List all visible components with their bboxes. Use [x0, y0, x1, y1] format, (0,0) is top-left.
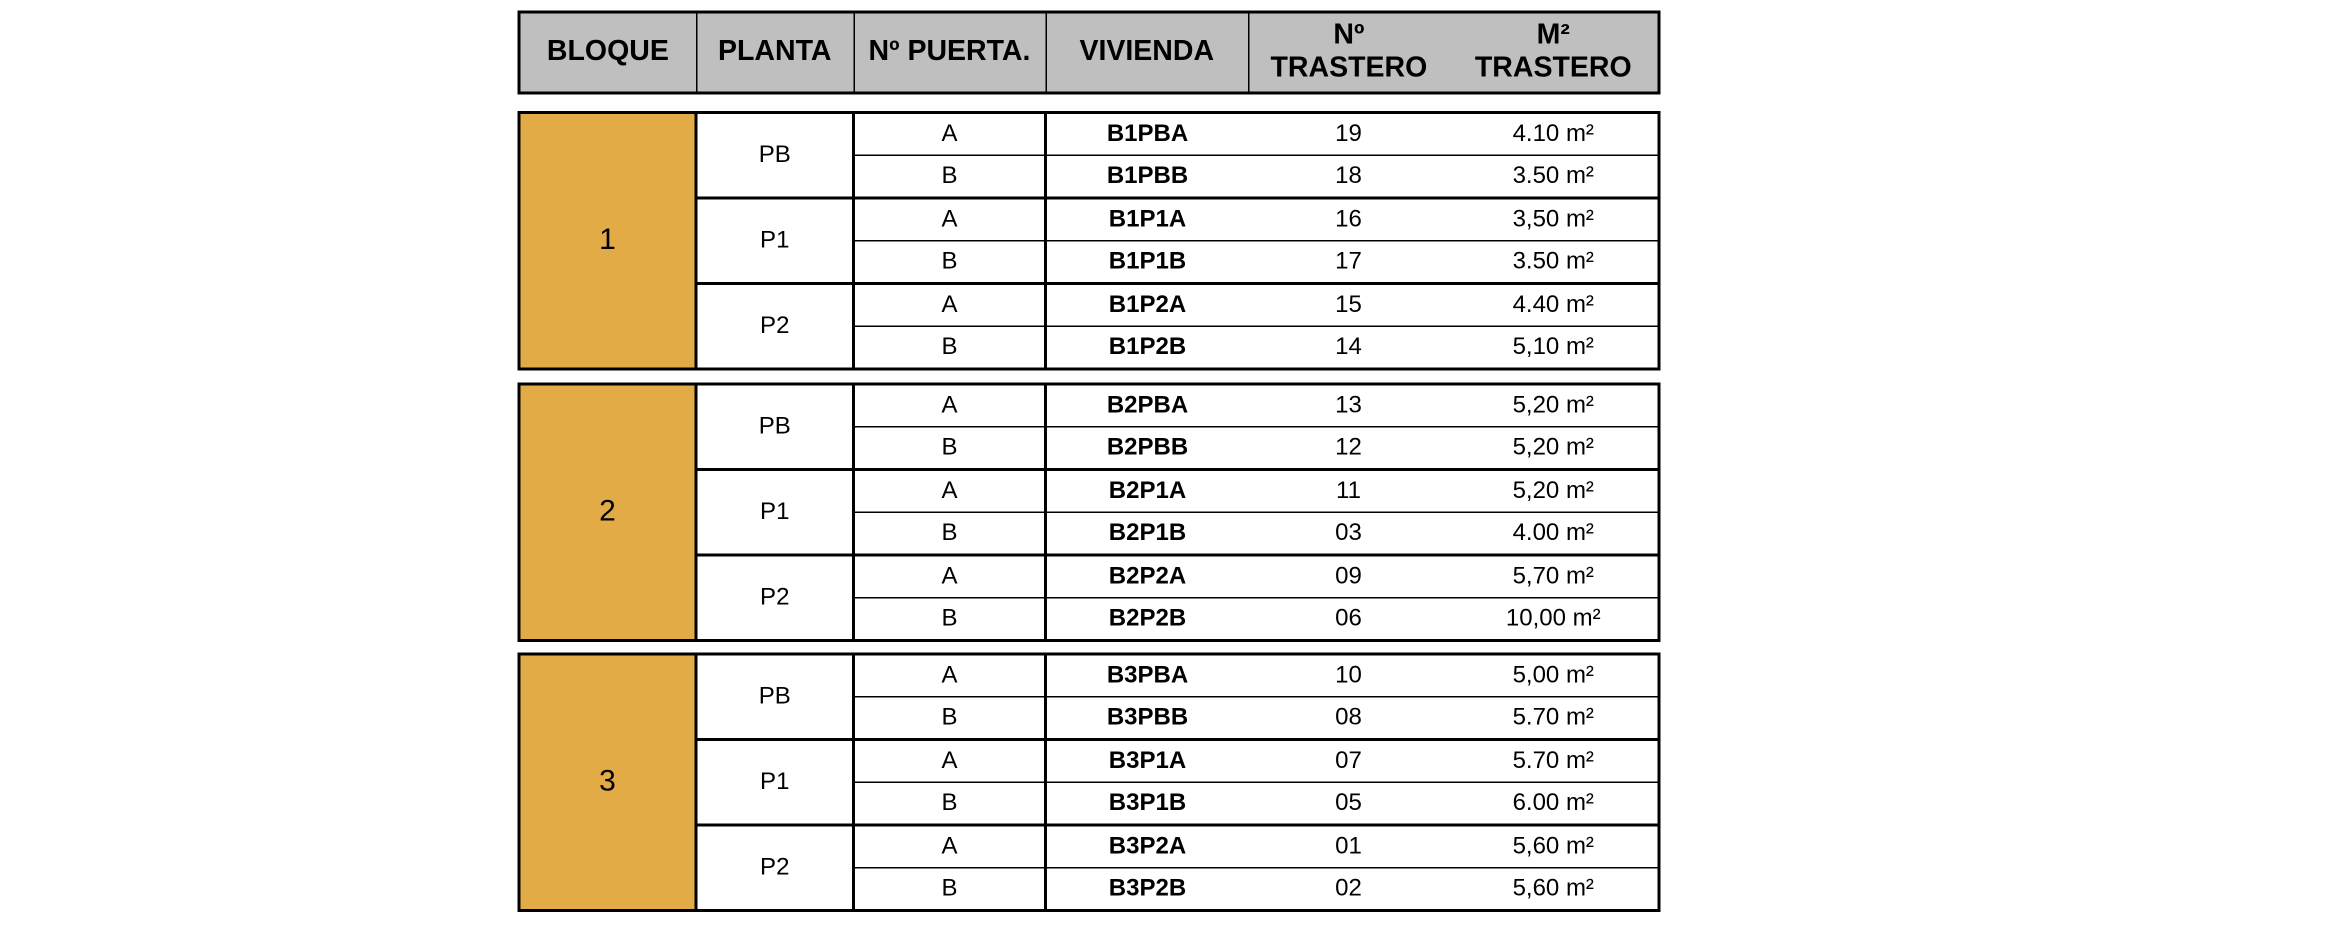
bloque-cell: 1	[519, 113, 696, 370]
planta-cell: P1	[696, 740, 854, 826]
trastero-number-cell: 18	[1248, 155, 1449, 198]
puerta-cell: A	[854, 284, 1046, 327]
trastero-area-cell: 5,60 m²	[1512, 875, 1594, 901]
vivienda-cell: B3PBB	[1046, 697, 1249, 740]
planta-cell: P2	[696, 555, 854, 641]
table-row	[519, 384, 1659, 427]
vivienda-cell: B2P2B	[1108, 605, 1187, 631]
puerta-cell: A	[854, 113, 1046, 156]
trastero-number-cell: 10	[1248, 654, 1449, 697]
trastero-area-cell: 5,00 m²	[1449, 654, 1659, 697]
planta-cell: P2	[696, 284, 854, 370]
vivienda-cell: B2P2A	[1046, 555, 1249, 598]
trastero-number-cell: 17	[1248, 241, 1449, 284]
header-planta: PLANTA	[696, 12, 854, 93]
vivienda-cell: B1P2A	[1046, 284, 1249, 327]
puerta-cell: A	[854, 740, 1046, 783]
header-row	[519, 12, 1659, 93]
header-m-trastero-line1: M²	[1536, 19, 1570, 51]
vivienda-cell: B1P1A	[1046, 198, 1249, 241]
trastero-number-cell: 14	[1335, 333, 1362, 360]
puerta-cell: A	[854, 555, 1046, 598]
vivienda-cell: B1P1B	[1046, 241, 1249, 284]
puerta-cell: A	[854, 470, 1046, 513]
trastero-number-cell: 08	[1248, 697, 1449, 740]
vivienda-cell: B2PBA	[1046, 384, 1249, 427]
trastero-number-cell: 02	[1335, 875, 1362, 901]
header-n-trastero	[1248, 12, 1449, 93]
puerta-cell: B	[854, 598, 1046, 641]
trastero-area-cell: 5,20 m²	[1449, 384, 1659, 427]
trastero-area-cell: 10,00 m²	[1505, 605, 1601, 631]
vivienda-cell: B3P2B	[1108, 875, 1187, 901]
puerta-cell: B	[854, 241, 1046, 284]
trastero-number-cell: 09	[1248, 555, 1449, 598]
trastero-number-cell: 07	[1248, 740, 1449, 783]
trastero-number-cell: 01	[1248, 825, 1449, 868]
trastero-number-cell: 13	[1248, 384, 1449, 427]
block-table-2	[518, 383, 1661, 643]
trastero-area-cell: 6.00 m²	[1449, 782, 1659, 825]
puerta-cell: A	[854, 825, 1046, 868]
puerta-cell: B	[854, 427, 1046, 470]
puerta-cell: B	[854, 326, 1046, 369]
puerta-cell: A	[854, 384, 1046, 427]
planta-cell: PB	[696, 654, 854, 740]
trastero-area-cell: 5,10 m²	[1512, 333, 1594, 360]
trastero-number-cell: 16	[1248, 198, 1449, 241]
planta-cell: PB	[696, 113, 854, 199]
header-m-trastero	[1449, 12, 1659, 93]
puerta-cell: A	[854, 198, 1046, 241]
trastero-number-cell: 19	[1248, 113, 1449, 156]
table-row	[519, 654, 1659, 697]
trastero-area-cell: 5,60 m²	[1449, 825, 1659, 868]
trastero-area-cell: 4.00 m²	[1449, 512, 1659, 555]
block-table-3	[518, 653, 1661, 913]
header-m-trastero-line2: TRASTERO	[1474, 52, 1632, 84]
vivienda-cell: B2PBB	[1046, 427, 1249, 470]
puerta-cell: A	[854, 654, 1046, 697]
trastero-area-cell: 5,20 m²	[1449, 427, 1659, 470]
planta-cell: P2	[696, 825, 854, 911]
trastero-area-cell: 5.70 m²	[1449, 740, 1659, 783]
vivienda-cell: B2P1A	[1046, 470, 1249, 513]
trastero-number-cell: 06	[1335, 605, 1362, 631]
planta-cell: PB	[696, 384, 854, 470]
trastero-area-cell: 4.10 m²	[1449, 113, 1659, 156]
header-n-trastero-line1: Nº	[1333, 19, 1365, 51]
vivienda-cell: B3PBA	[1046, 654, 1249, 697]
header-n-trastero-line2: TRASTERO	[1270, 52, 1428, 84]
trastero-number-cell: 05	[1248, 782, 1449, 825]
puerta-cell: B	[854, 782, 1046, 825]
puerta-cell: B	[854, 868, 1046, 911]
trastero-area-cell: 5,20 m²	[1449, 470, 1659, 513]
trastero-area-cell: 3.50 m²	[1449, 155, 1659, 198]
planta-cell: P1	[696, 198, 854, 284]
trastero-area-cell: 4.40 m²	[1449, 284, 1659, 327]
puerta-cell: B	[854, 697, 1046, 740]
header-bloque: BLOQUE	[519, 12, 696, 93]
puerta-cell: B	[854, 512, 1046, 555]
vivienda-cell: B3P2A	[1046, 825, 1249, 868]
bloque-cell: 3	[519, 654, 696, 911]
block-table-1	[518, 111, 1661, 371]
vivienda-cell: B1P2B	[1108, 333, 1187, 360]
vivienda-cell: B3P1B	[1046, 782, 1249, 825]
vivienda-cell: B2P1B	[1046, 512, 1249, 555]
vivienda-cell: B1PBA	[1046, 113, 1249, 156]
trastero-number-cell: 12	[1248, 427, 1449, 470]
puerta-cell: B	[854, 155, 1046, 198]
trastero-area-cell: 5,70 m²	[1449, 555, 1659, 598]
trastero-area-cell: 3,50 m²	[1449, 198, 1659, 241]
vivienda-cell: B1PBB	[1046, 155, 1249, 198]
trastero-number-cell: 15	[1248, 284, 1449, 327]
table-row	[519, 113, 1659, 156]
table-header	[518, 11, 1661, 95]
trastero-number-cell: 03	[1248, 512, 1449, 555]
vivienda-cell: B3P1A	[1046, 740, 1249, 783]
header-puerta: Nº PUERTA.	[854, 12, 1046, 93]
trastero-area-cell: 5.70 m²	[1449, 697, 1659, 740]
trastero-area-cell: 3.50 m²	[1449, 241, 1659, 284]
trastero-number-cell: 11	[1248, 470, 1449, 513]
bloque-cell: 2	[519, 384, 696, 641]
header-vivienda: VIVIENDA	[1046, 12, 1249, 93]
planta-cell: P1	[696, 470, 854, 556]
